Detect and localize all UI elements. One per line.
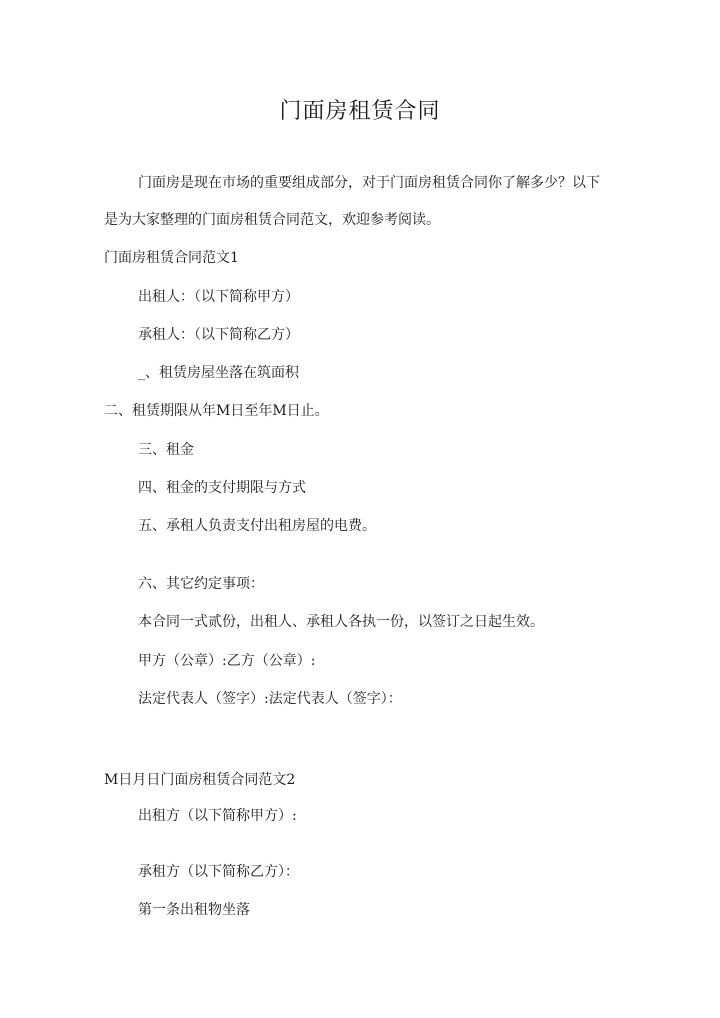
sample2-heading: M日月日门面房租赁合同范文2 <box>104 772 296 788</box>
sample2-article-1: 第一条出租物坐落 <box>138 902 250 918</box>
sample1-heading: 门面房租赁合同范文1 <box>104 250 239 266</box>
sample2-lessor: 出租方（以下简称甲方）: <box>138 808 297 824</box>
sample1-clause-5: 五、承租人负责支付出租房屋的电费。 <box>138 518 376 534</box>
intro-line-2: 是为大家整理的门面房租赁合同范文，欢迎参考阅读。 <box>104 212 440 228</box>
sample1-seals: 甲方（公章）:乙方（公章）: <box>138 653 316 669</box>
sample1-lessor: 出租人：（以下简称甲方） <box>138 289 299 305</box>
document-title: 门面房租赁合同 <box>279 99 441 124</box>
sample1-clause-6: 六、其它约定事项： <box>138 576 264 592</box>
sample1-clause-3: 三、租金 <box>138 442 194 458</box>
sample1-copies: 本合同一式贰份，出租人、承租人各执一份，以签订之日起生效。 <box>138 614 544 630</box>
sample1-clause-1: _、租赁房屋坐落在筑面积 <box>138 365 299 381</box>
sample1-clause-2: 二、租赁期限从年M日至年M日止。 <box>104 403 329 419</box>
intro-line-1: 门面房是现在市场的重要组成部分，对于门面房租赁合同你了解多少？以下 <box>138 175 600 191</box>
sample2-lessee: 承租方（以下简称乙方）： <box>138 864 299 880</box>
sample1-signatures: 法定代表人（签字）:法定代表人（签字）： <box>138 691 402 707</box>
sample1-lessee: 承租人：（以下简称乙方） <box>138 327 299 343</box>
sample1-clause-4: 四、租金的支付期限与方式 <box>138 480 306 496</box>
